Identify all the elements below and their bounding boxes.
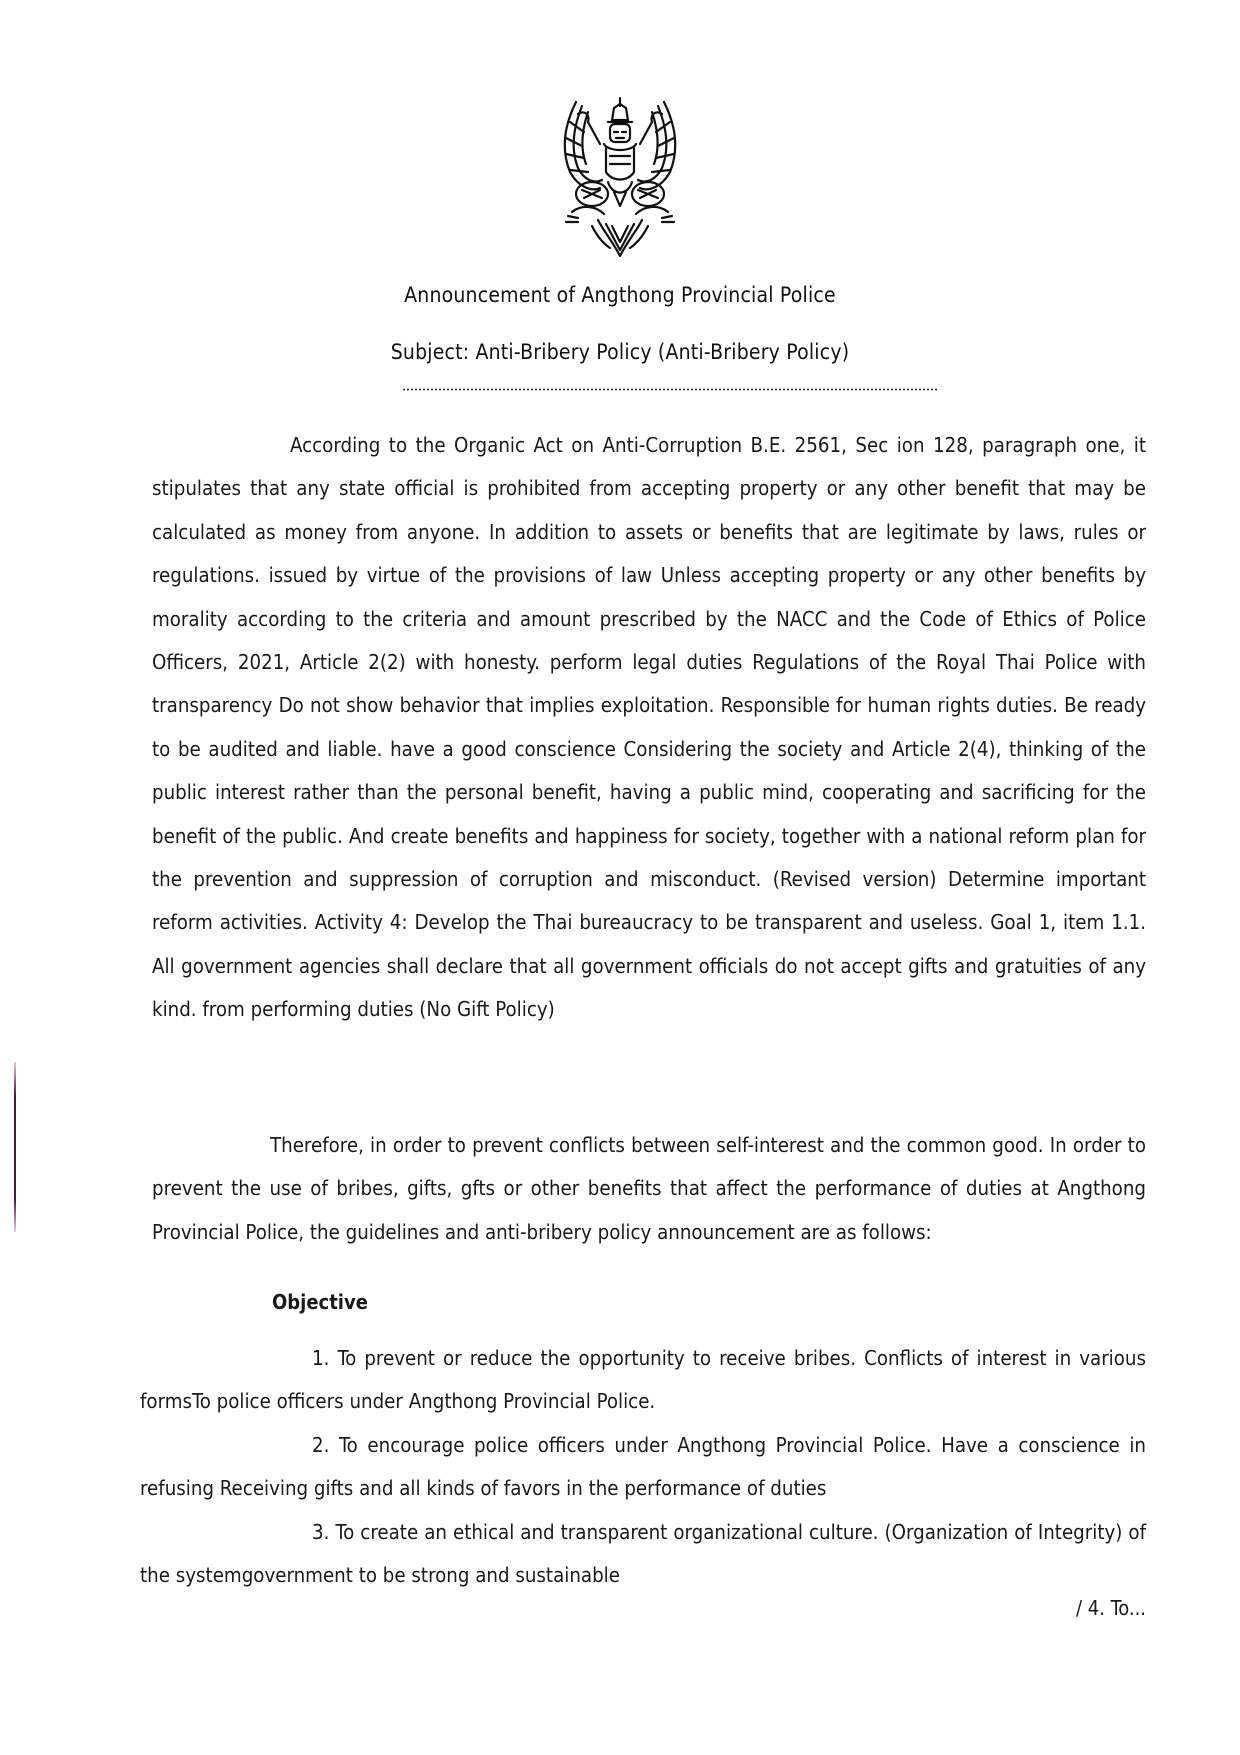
objective-heading: Objective [272,1290,368,1314]
continuation-marker: / 4. To... [1075,1596,1146,1620]
objective-item-2: 2. To encourage police officers under Angthong Provincial Police. Have a conscience in refusing Receiving gifts and all kinds of favors in the performance of duties [140,1433,1146,1501]
announcement-title: Announcement of Angthong Provincial Police [404,283,836,307]
body-paragraph-1: According to the Organic Act on Anti-Corruption B.E. 2561, Sec ion 128, paragraph one, it stipulates that any state official is prohibited from accepting property or any other benefit that may be calculated as money from anyone. In addition to assets or benefits that are legitimate by laws, rules or regulations. issued by virtue of the provisions of law Unless accepting property or any other benefits by morality according to the criteria and amount prescribed by the NACC and the Code of Ethics of Police Officers, 2021, Article 2(2) with honesty. perform legal duties Regulations of the Royal Thai Police with transparency Do not show behavior that implies exploitation. Responsible for human rights duties. Be ready to be audited and liable. have a good conscience Considering the society and Article 2(4), thinking of the public interest rather than the personal benefit, having a public mind, cooperating and sacrificing for the benefit of the public. And create benefits and happiness for society, together with a national reform plan for the prevention and suppression of corruption and misconduct. (Revised version) Determine important reform activities. Activity 4: Develop the Thai bureaucracy to be transparent and useless. Goal 1, item 1.1. All government agencies shall declare that all government officials do not accept gifts and gratuities of any kind. from performing duties (No Gift Policy) [152,433,1146,1022]
announcement-subject: Subject: Anti-Bribery Policy (Anti-Bribery Policy) [390,340,850,364]
objective-item-1: 1. To prevent or reduce the opportunity to receive bribes. Conflicts of interest in various formsTo police officers under Angthong Provincial Police. [140,1346,1146,1414]
garuda-emblem-icon [548,92,692,264]
objective-item-3: 3. To create an ethical and transparent organizational culture. (Organization of Integrity) of the systemgovernment to be strong and sustainable [140,1520,1146,1588]
scan-edge-mark [14,1062,16,1232]
body-paragraph-2: Therefore, in order to prevent conflicts between self-interest and the common good. In order to prevent the use of bribes, gifts, gfts or other benefits that affect the performance of duties at Angthong Provincial Police, the guidelines and anti-bribery policy announcement are as follows: [152,1133,1146,1244]
dotted-divider [402,388,938,391]
